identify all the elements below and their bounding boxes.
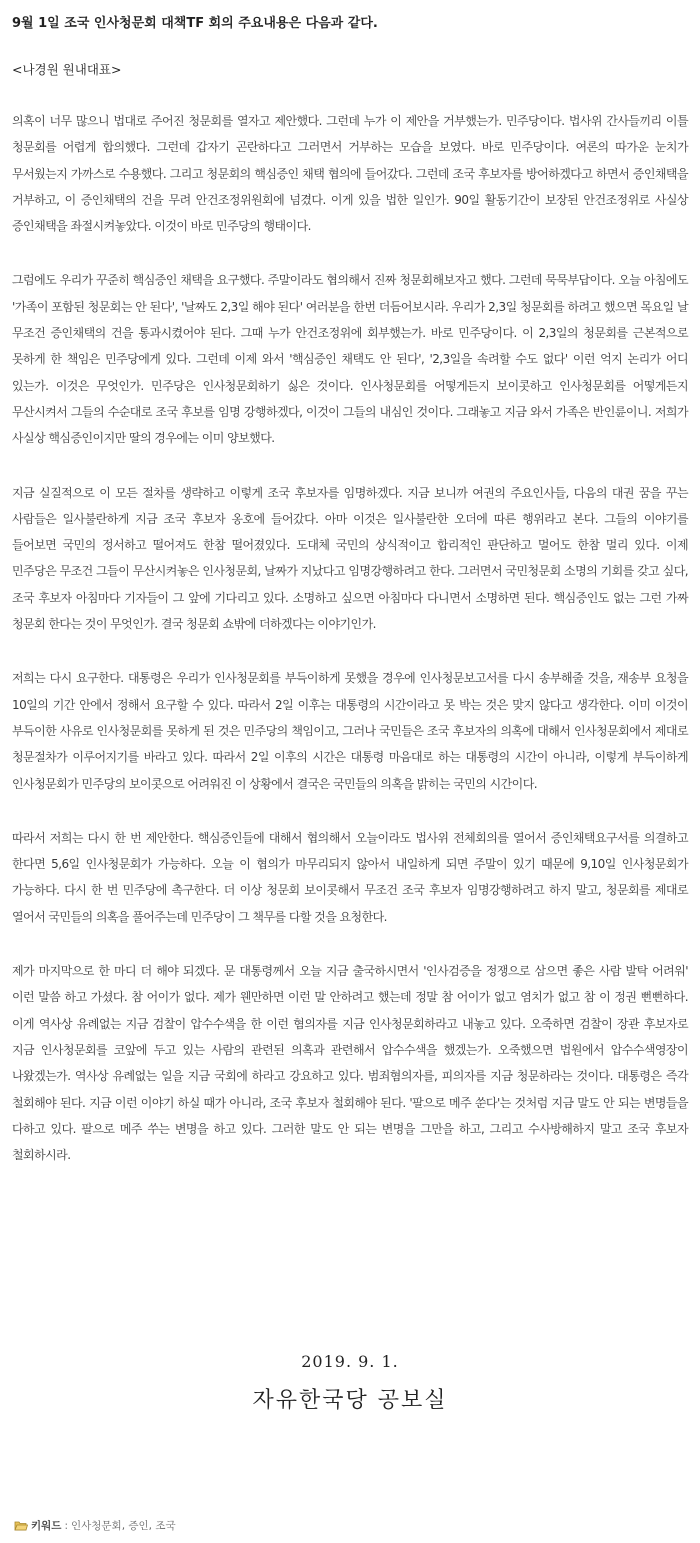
press-release-body <box>12 0 688 1168</box>
paragraph: 저희는 다시 요구한다. 대통령은 우리가 인사청문회를 부득이하게 못했을 경우에 인사청문보고서를 다시 송부해줄 것을, 재송부 요청을 10일의 기간 안에서 정해서 요구할 수 있다. 따라서 2일 이후는 대통령의 시간이라고 못 박는 것은 맞지 않다고 생각한다. 이미 이것이 부득이한 사유로 인사청문회를 못하게 된 것은 민주당의 책임이고, 그러나 국민들은 조국 후보자의 의혹에 대해서 인사청문회에서 제대로 청문절차가 이루어지기를 바라고 있다. 따라서 2일 이후의 시간은 대통령 마음대로 하는 대통령의 시간이 아니라, 이렇게 부득이하게 인사청문회가 민주당의 보이콧으로 어려워진 이 상황에서 결국은 국민들의 의혹을 밝히는 국민의 시간이다. <box>12 671 688 791</box>
headline: 9월 1일 조국 인사청문회 대책TF 회의 주요내용은 다음과 같다. <box>12 16 378 31</box>
keywords-separator: : <box>64 1519 68 1532</box>
keywords-bar <box>14 1518 176 1533</box>
paragraph: 그럼에도 우리가 꾸준히 핵심증인 채택을 요구했다. 주말이라도 협의해서 진짜 청문회해보자고 했다. 그런데 묵묵부답이다. 오늘 아침에도 '가족이 포함된 청문회는 안 된다', '날짜도 2,3일 해야 된다' 여러분을 한번 더듬어보시라. 우리가 2,3일 청문회를 하려고 했으면 목요일 날 무조건 증인채택의 건을 통과시켰어야 된다. 그때 누가 안건조정위에 회부했는가. 바로 민주당이다. 이 2,3일의 청문회를 근본적으로 못하게 한 책임은 민주당에게 있다. 그런데 이제 와서 '핵심증인 채택도 안 된다', '2,3일을 속려할 수도 없다' 이런 억지 논리가 어디 있는가. 이것은 무엇인가. 민주당은 인사청문회하기 싫은 것이다. 인사청문회를 어떻게든지 보이콧하고 인사청문회를 어떻게든지 무산시켜서 그들의 수순대로 조국 후보를 임명 강행하겠다, 이것이 그들의 내심인 것이다. 그래놓고 지금 와서 가족은 반인륜이니. 저희가 사실상 핵심증인이지만 딸의 경우에는 이미 양보했다. <box>12 273 688 446</box>
paragraph: 따라서 저희는 다시 한 번 제안한다. 핵심증인들에 대해서 협의해서 오늘이라도 법사위 전체회의를 열어서 증인채택요구서를 의결하고 한다면 5,6일 인사청문회가 가능하다. 오늘 이 협의가 마무리되지 않아서 내일하게 되면 주말이 있기 때문에 9,10일 인사청문회가 가능하다. 다시 한 번 민주당에 촉구한다. 더 이상 청문회 보이콧해서 무조건 조국 후보자 임명강행하려고 하지 말고, 청문회를 제대로 열어서 국민들의 의혹을 풀어주는데 민주당이 그 책무를 다할 것을 요청한다. <box>12 830 688 924</box>
speaker-label: <나경원 원내대표> <box>12 62 122 77</box>
keywords-list[interactable]: 인사청문회, 증인, 조국 <box>70 1520 176 1532</box>
keywords-label: 키워드 <box>31 1520 62 1532</box>
paragraph: 의혹이 너무 많으니 법대로 주어진 청문회를 열자고 제안했다. 그런데 누가 이 제안을 거부했는가. 민주당이다. 법사위 간사들끼리 이틀 청문회를 어렵게 합의했다. 그런데 갑자기 곤란하다고 그러면서 거부하는 모습을 보였다. 바로 민주당이다. 여론의 따가운 눈치가 무서웠는지 가까스로 수용했다. 그리고 청문회의 핵심증인 채택 협의에 들어갔다. 그런데 조국 후보자를 방어하겠다고 하면서 증인채택을 거부하고, 이 증인채택의 건을 무려 안건조정위원회에 넘겼다. 이게 있을 법한 일인가. 90일 활동기간이 보장된 안건조정위로 사실상 증인채택을 좌절시켜놓았다. 이것이 바로 민주당의 행태이다. <box>12 114 688 234</box>
paragraph: 지금 실질적으로 이 모든 절차를 생략하고 이렇게 조국 후보자를 임명하겠다. 지금 보니까 여권의 주요인사들, 다음의 대권 꿈을 꾸는 사람들은 일사불란하게 지금 조국 후보자 옹호에 들어갔다. 아마 이것은 일사불란한 오더에 따른 행위라고 본다. 그들의 이야기를 들어보면 국민의 정서하고 떨어져도 한참 떨어졌있다. 도대체 국민의 상식적이고 합리적인 판단하고 멀어도 한참 멀리 있다. 이제 민주당은 무조건 그들이 무산시켜놓은 인사청문회, 날짜가 지났다고 임명강행하려고 한다. 그러면서 국민청문회 소명의 기회를 갖고 싶다, 조국 후보자 아침마다 기자들이 그 앞에 기다리고 있다. 소명하고 싶으면 아침마다 다니면서 소명하면 된다. 핵심증인도 없는 그런 가짜 청문회 한다는 것이 무엇인가. 결국 청문회 쇼밖에 더하겠다는 이야기인가. <box>12 485 688 632</box>
folder-icon <box>14 1520 28 1531</box>
paragraph: 제가 마지막으로 한 마디 더 해야 되겠다. 문 대통령께서 오늘 지금 출국하시면서 '인사검증을 정쟁으로 삼으면 좋은 사람 발탁 어려워' 이런 말씀 하고 가셨다. 참 어이가 없다. 제가 웬만하면 이런 말 안하려고 했는데 정말 참 어이가 없고 염치가 없고 참 이 정권 뻔뻔하다. 이게 역사상 유례없는 지금 검찰이 압수수색을 한 이런 혐의자를 지금 인사청문회하라고 내놓고 있다. 오죽하면 검찰이 장관 후보자로 지금 인사청문회를 코앞에 두고 있는 사람의 관련된 의혹과 관련해서 압수수색을 했겠는가. 오죽했으면 법원에서 압수수색영장이 나왔겠는가. 역사상 유례없는 일을 지금 국회에 하라고 강요하고 있다. 범죄혐의자를, 피의자를 지금 청문하라는 것이다. 대통령은 즉각 철회해야 된다. 지금 이런 이야기 하실 때가 아니라, 조국 후보자 철회해야 된다. '팔으로 메주 쑨다'는 것처럼 지금 말도 안 되는 변명들을 다하고 있다. 팔으로 메주 쑤는 변명을 하고 있다. 그러한 말도 안 되는 변명을 그만을 하고, 그리고 수사방해하지 말고 조국 후보자 철회하시라. <box>12 964 688 1163</box>
signature-date: 2019. 9. 1. <box>301 1352 399 1371</box>
signature-organization: 자유한국당 공보실 <box>252 1388 448 1413</box>
